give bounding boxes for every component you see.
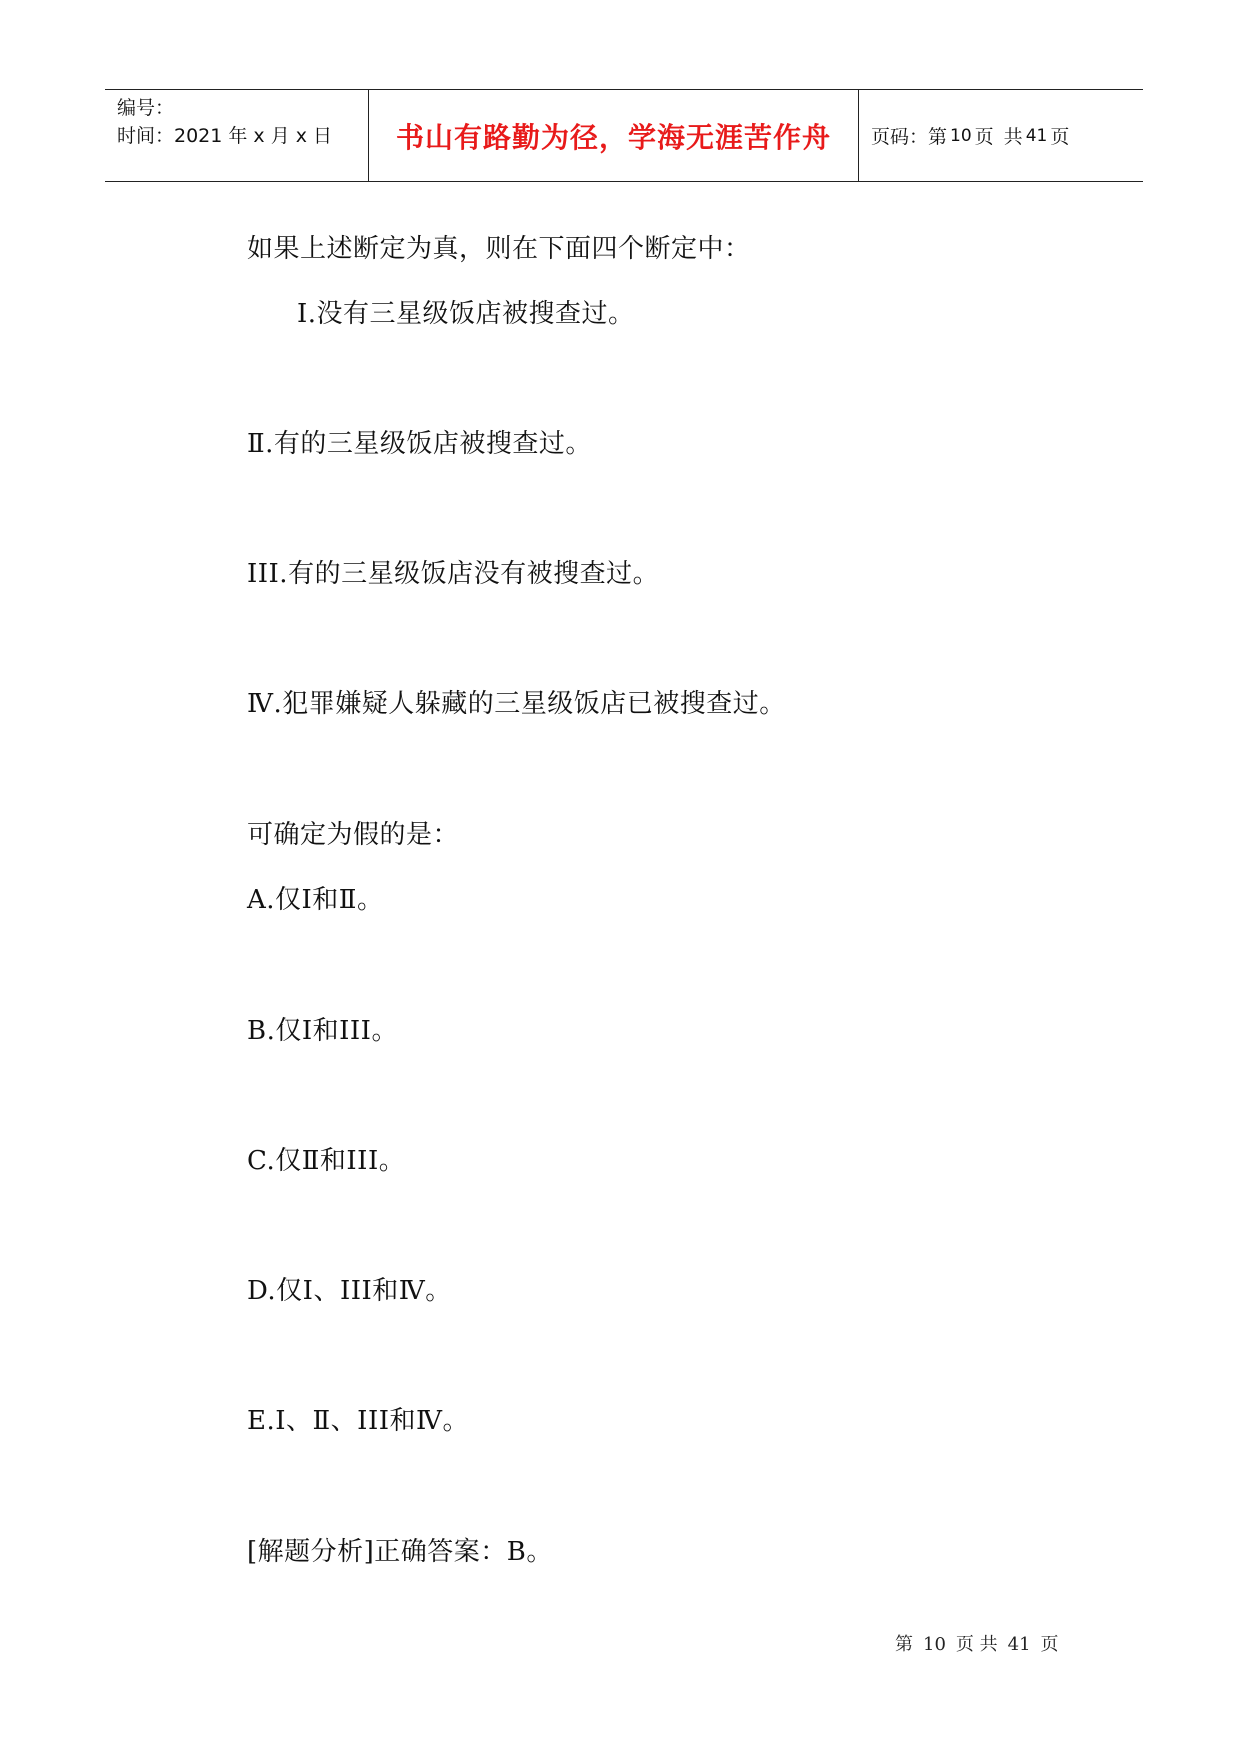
statement-i: Ⅰ.没有三星级饭店被搜查过。 xyxy=(297,299,635,329)
footer-total: 41 xyxy=(1007,1634,1031,1655)
statement-iv: Ⅳ.犯罪嫌疑人躲藏的三星级饭店已被搜查过。 xyxy=(247,689,786,719)
header-motto-cell xyxy=(369,90,859,181)
statement-iii: III.有的三星级饭店没有被搜查过。 xyxy=(247,559,660,589)
page-total-unit: 页 xyxy=(1050,126,1070,148)
footer-suffix: 页 xyxy=(1040,1634,1059,1655)
header-info-cell xyxy=(105,90,369,181)
page-unit: 页 xyxy=(974,126,994,148)
header-page-cell xyxy=(859,90,1143,181)
option-a: A.仅Ⅰ和Ⅱ。 xyxy=(247,885,384,915)
text-line: 如果上述断定为真，则在下面四个断定中： xyxy=(247,234,751,264)
question-prompt: 可确定为假的是： xyxy=(247,820,460,850)
statement-ii: Ⅱ.有的三星级饭店被搜查过。 xyxy=(247,429,592,459)
page-footer xyxy=(890,1630,1064,1656)
option-e: E.Ⅰ、Ⅱ、III和Ⅳ。 xyxy=(247,1406,469,1436)
page-total: 41 xyxy=(1025,125,1048,146)
page-header xyxy=(105,89,1143,182)
footer-mid: 页 共 xyxy=(955,1634,998,1655)
option-d: D.仅Ⅰ、III和Ⅳ。 xyxy=(247,1276,452,1306)
page-current: 10 xyxy=(950,125,972,146)
answer-analysis: [解题分析]正确答案：B。 xyxy=(247,1537,553,1567)
number-label: 编号： xyxy=(117,97,175,119)
page-total-label: 共 xyxy=(1003,126,1023,148)
time-label: 时间：2021 年 x 月 x 日 xyxy=(117,125,333,147)
option-b: B.仅Ⅰ和III。 xyxy=(247,1016,398,1046)
option-c: C.仅Ⅱ和III。 xyxy=(247,1146,406,1176)
page-label: 页码：第 xyxy=(871,126,948,148)
motto-text: 书山有路勤为径，学海无涯苦作舟 xyxy=(395,120,831,154)
footer-current: 10 xyxy=(923,1634,946,1655)
footer-prefix: 第 xyxy=(895,1634,913,1655)
